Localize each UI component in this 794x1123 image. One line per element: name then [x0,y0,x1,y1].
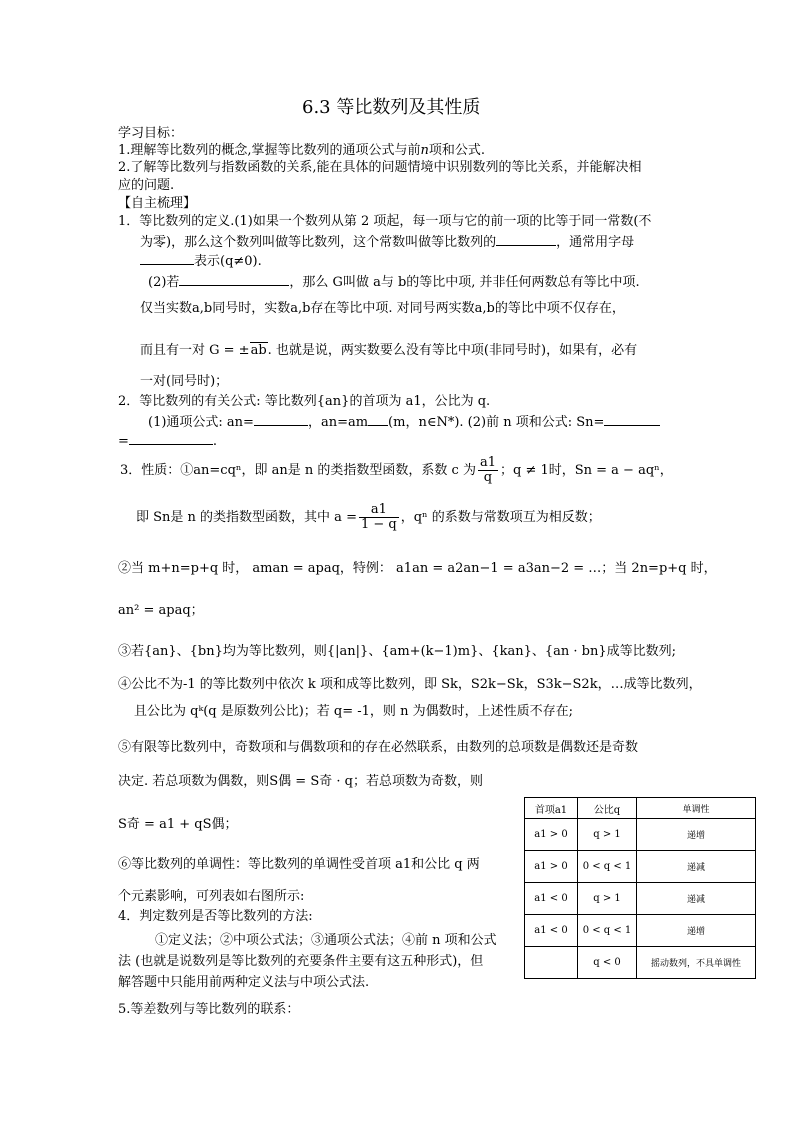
fraction-a1-over-1-minus-q: $\frac{a1}{1 - q}$ [360,502,397,532]
goal-2a: 2.了解等比数列与指数函数的关系,能在具体的问题情境中识别数列的等比关系，并能解决相 [118,160,642,175]
table-cell: 递增 [637,915,756,947]
table-header-cell: 首项a1 [525,798,578,819]
property-line-7: 且公比为 qᵏ(q 是原数列公比)；若 q= -1，则 n 为偶数时，上述性质不存在; [134,704,573,719]
property-line-10: S奇 = a1 + qS偶； [118,817,238,832]
table-row [525,819,756,851]
formula-line-2: (1)通项公式: an= ，an=am (m，n∈N*). (2)前 n 项和公式: Sn= [148,412,660,431]
table-cell: 递减 [637,851,756,883]
table-cell: 递减 [637,883,756,915]
table-header-row [525,798,756,819]
table-header-cell: 单调性 [637,798,756,819]
table-row [525,915,756,947]
property-line-4: an² = apaq； [118,603,204,618]
relation-line-1: 5.等差数列与等比数列的联系： [118,1002,300,1017]
table-cell: a1 < 0 [525,883,578,915]
def-line-1: 1．等比数列的定义.(1)如果一个数列从第 2 项起，每一项与它的前一项的比等于同一常数(不 [118,214,652,229]
property-line-3: ②当 m+n=p+q 时， aman = apaq，特例： a1an = a2an−1 = a3an−2 = …；当 2n=p+q 时， [118,561,717,576]
property-line-2: 即 Sn是 n 的类指数型函数，其中 a = $\frac{a1}{1 - q}$ ，qⁿ 的系数与常数项互为相反数； [136,502,601,532]
table-cell: a1 > 0 [525,819,578,851]
def-line-3: 表示(q≠0). [140,251,262,270]
table-cell: q < 0 [578,947,637,979]
formula-line-1: 2．等比数列的有关公式: 等比数列{an}的首项为 a1，公比为 q. [118,394,491,409]
judge-line-4: 解答题中只能用前两种定义法与中项公式法. [118,975,370,990]
table-cell: 0 < q < 1 [578,851,637,883]
property-line-5: ③若{an}、{bn}均为等比数列，则{|an|}、{am+(k−1)m}、{kan}、{an · bn}成等比数列; [118,644,677,659]
table-header-cell: 公比q [578,798,637,819]
section-heading: 【自主梳理】 [118,196,197,211]
property-line-1: 3．性质：①an=cqⁿ，即 an是 n 的类指数型函数，系数 c 为 $\frac{a1}{q}$ ；q ≠ 1时，Sn = a − aqⁿ， [120,455,673,485]
formula-line-3: = . [118,431,217,450]
judge-line-1: 4．判定数列是否等比数列的方法: [118,909,313,924]
fraction-a1-over-q: $\frac{a1}{q}$ [479,455,496,485]
def-line-6: 而且有一对 G = ±ab. 也就是说，两实数要么没有等比中项(非同号时)，如果有，必有 [140,343,638,358]
goal-2b: 应的问题. [118,178,175,193]
property-line-6: ④公比不为-1 的等比数列中依次 k 项和成等比数列，即 Sk，S2k−Sk，S3k−S2k，…成等比数列， [118,677,702,692]
table-cell [525,947,578,979]
table-row [525,947,756,979]
judge-line-3: 法 (也就是说数列是等比数列的充要条件主要有这五种形式)，但 [118,954,484,969]
goal-1: 1.理解等比数列的概念,掌握等比数列的通项公式与前n项和公式. [118,143,486,158]
def-line-7: 一对(同号时)； [140,374,229,389]
property-line-12: 个元素影响，可列表如右图所示: [118,889,305,904]
def-line-5: 仅当实数a,b同号时，实数a,b存在等比中项. 对同号两实数a,b的等比中项不仅存在， [140,301,625,316]
def-line-2: 为零)，那么这个数列叫做等比数列，这个常数叫做等比数列的 ，通常用字母 [140,232,634,251]
table-cell: a1 < 0 [525,915,578,947]
table-cell: q > 1 [578,883,637,915]
table-cell: 0 < q < 1 [578,915,637,947]
property-line-11: ⑥等比数列的单调性：等比数列的单调性受首项 a1和公比 q 两 [118,857,480,872]
table-cell: 摇动数列，不具单调性 [637,947,756,979]
table-cell: q > 1 [578,819,637,851]
table-row [525,851,756,883]
table-row [525,883,756,915]
judge-line-2: ①定义法；②中项公式法；③通项公式法；④前 n 项和公式 [155,933,497,948]
page-title: 6.3 等比数列及其性质 [302,97,481,118]
table-cell: 递增 [637,819,756,851]
goals-heading: 学习目标： [118,126,184,141]
monotonicity-table [524,797,756,979]
def-line-4: (2)若 ，那么 G叫做 a与 b的等比中项, 并非任何两数总有等比中项. [148,272,640,291]
property-line-8: ⑤有限等比数列中，奇数项和与偶数项和的存在必然联系，由数列的总项数是偶数还是奇数 [118,740,639,755]
property-line-9: 决定. 若总项数为偶数，则S偶 = S奇 · q；若总项数为奇数，则 [118,774,483,789]
table-cell: a1 > 0 [525,851,578,883]
